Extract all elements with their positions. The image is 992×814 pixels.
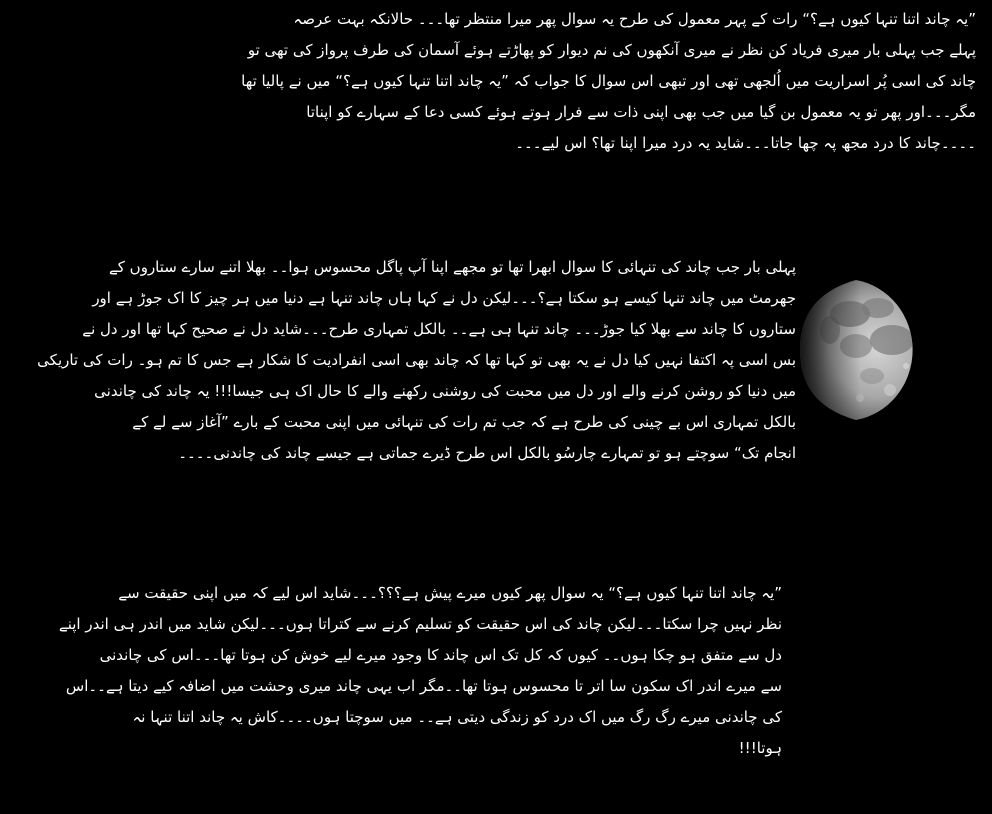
text-line: انجام تک“ سوچتے ہو تو تمہارے چارسُو بالکل اس طرح ڈیرے جماتی ہے جیسے چاند کی چاندنی۔۔۔۔ bbox=[178, 444, 796, 462]
text-line: میں دنیا کو روشن کرنے والے اور دل میں محبت کی روشنی رکھنے والے کا حال اک ہی جیسا!!! یہ چاند کی چاندنی bbox=[94, 382, 796, 400]
text-line: جھرمٹ میں چاند تنہا کیسے ہو سکتا ہے؟۔۔۔لیکن دل نے کہا ہاں چاند تنہا ہے دنیا میں ہر چیز کا اک جوڑ ہے اور bbox=[92, 289, 796, 307]
text-line: مگر۔۔۔اور پھر تو یہ معمول بن گیا میں جب بھی اپنی ذات سے فرار ہوتے ہوئے کسی دعا کے سہارے کو اپناتا bbox=[306, 103, 976, 121]
paragraph-1 bbox=[14, 4, 976, 159]
text-line: بس اسی پہ اکتفا نہیں کیا دل نے یہ بھی تو کہا تھا کہ چاند بھی اسی انفرادیت کا شکار ہے جس کا تم ہو۔ رات کی تاریکی bbox=[37, 351, 796, 369]
text-line: ”یہ چاند اتنا تنہا کیوں ہے؟“ یہ سوال پھر کیوں میرے پیش ہے؟؟؟۔۔۔شاید اس لیے کہ میں اپنی حقیقت سے bbox=[118, 584, 782, 602]
text-line: چاند کی اسی پُر اسراریت میں اُلجھی تھی اور تبھی اس سوال کا جواب کہ ”یہ چاند اتنا تنہا کیوں ہے؟“ میں نے پالیا تھا bbox=[241, 72, 976, 90]
text-line: پہلی بار جب چاند کی تنہائی کا سوال ابھرا تھا تو مجھے اپنا آپ پاگل محسوس ہوا۔۔ بھلا اتنے سارے ستاروں کے bbox=[108, 258, 796, 276]
text-line: سے میرے اندر اک سکون سا اتر تا محسوس ہوتا تھا۔۔مگر اب یہی چاند میری وحشت میں اضافہ کیے دیتا ہے۔۔اس bbox=[65, 677, 782, 695]
text-line: نظر نہیں چرا سکتا۔۔۔لیکن چاند کی اس حقیقت کو تسلیم کرنے سے کتراتا ہوں۔۔۔لیکن شاید میں اندر ہی اندر اپنے bbox=[58, 615, 782, 633]
text-line: ۔۔۔۔چاند کا درد مجھ پہ چھا جاتا۔۔۔شاید یہ درد میرا اپنا تھا؟ اس لیے۔۔۔ bbox=[515, 134, 976, 152]
text-line: ہوتا!!! bbox=[738, 739, 782, 757]
half-moon-icon bbox=[794, 278, 928, 422]
paragraph-2 bbox=[14, 252, 796, 469]
text-line: کی چاندنی میرے رگ رگ میں اک درد کو زندگی دیتی ہے۔۔ میں سوچتا ہوں۔۔۔۔کاش یہ چاند اتنا تنہا نہ bbox=[132, 708, 782, 726]
text-line: ”یہ چاند اتنا تنہا کیوں ہے؟“ رات کے پہر معمول کی طرح یہ سوال پھر میرا منتظر تھا۔۔۔ حالانکہ بہت عرصہ bbox=[293, 10, 976, 28]
text-line: ستاروں کا چاند سے بھلا کیا جوڑ۔۔۔ چاند تنہا ہی ہے۔۔ بالکل تمہاری طرح۔۔۔شاید دل نے صحیح کہا تھا اور دل نے bbox=[82, 320, 796, 338]
text-line: دل سے متفق ہو چکا ہوں۔۔ کیوں کہ کل تک اس چاند کا وجود میرے لیے خوش کن ہوتا تھا۔۔۔اس کی چاندنی bbox=[99, 646, 782, 664]
text-line: بالکل تمہاری اس بے چینی کی طرح ہے کہ جب تم رات کی تنہائی میں اپنی محبت کے بارے ”آغاز سے لے کے bbox=[132, 413, 796, 431]
paragraph-3 bbox=[40, 578, 782, 764]
text-line: پہلے جب پہلی بار میری فریاد کن نظر نے میری آنکھوں کی نم دیوار کو پھاڑتے ہوئے آسمان کی طرف پرواز کی تھی تو bbox=[247, 41, 976, 59]
